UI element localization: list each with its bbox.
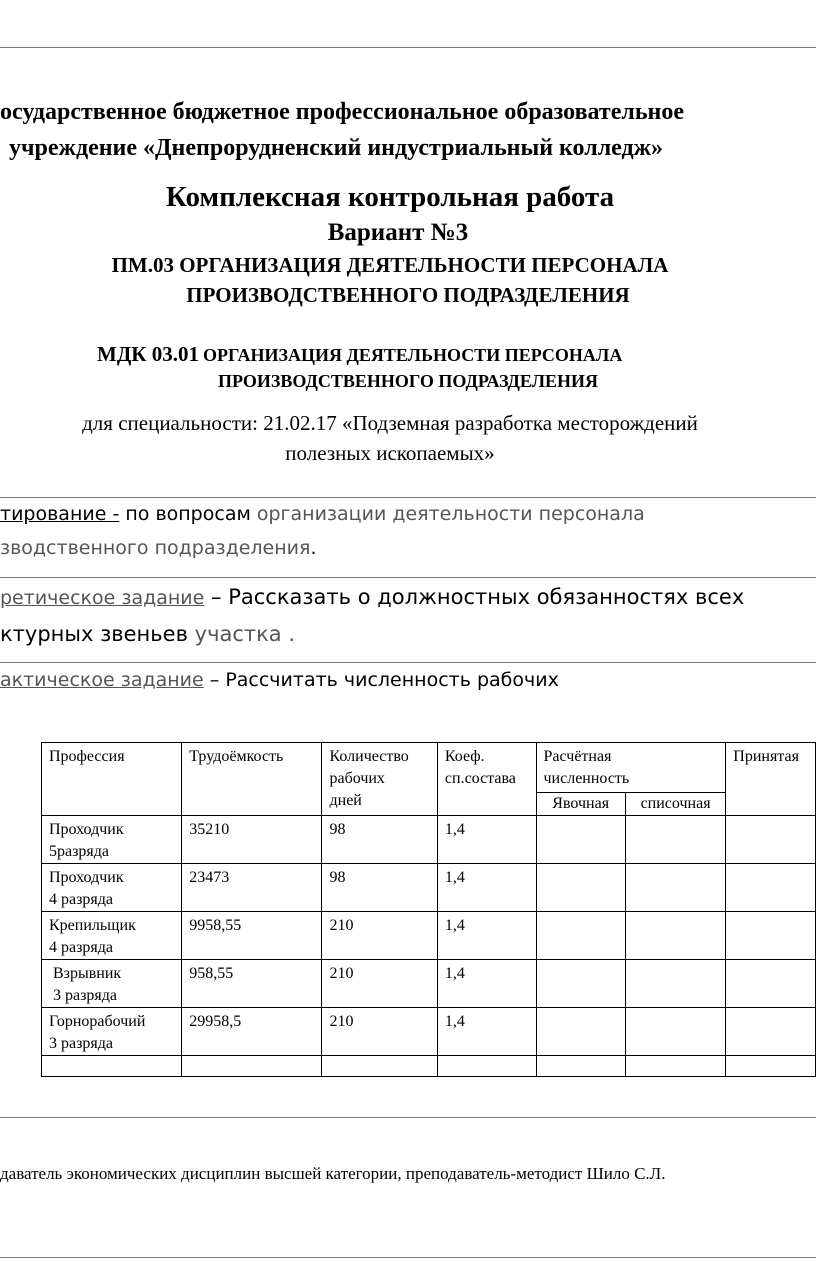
theory-task-label: ретическое задание [0, 587, 205, 609]
mdk-title-line-1 [97, 342, 622, 367]
test-task-label: тирование [0, 503, 113, 525]
divider [0, 662, 816, 663]
test-task-text-b: организации деятельности персонала [256, 503, 645, 525]
test-task-text-c: зводственного подразделения [0, 537, 311, 559]
header-attendance: Явочная [536, 793, 625, 816]
theory-task-line-1 [0, 585, 744, 609]
test-task-line-1 [0, 503, 645, 525]
table-row-empty [42, 1056, 816, 1077]
divider [0, 497, 816, 498]
work-title: Комплексная контрольная работа [165, 181, 615, 213]
test-task-dash: - [112, 503, 120, 525]
teacher-signature-line: даватель экономических дисциплин высшей категории, преподаватель-методист Шило С.Л. [0, 1164, 666, 1183]
theory-task-line-2 [0, 622, 295, 646]
table-row: Взрывник 3 разряда 958,55 210 1,4 [42, 960, 816, 1008]
header-days: Количество рабочих дней [322, 743, 437, 816]
institution-line-1: осударственное бюджетное профессиональное образовательное [0, 99, 684, 125]
header-calculated: Расчётная численность [536, 743, 726, 793]
header-payroll: списочная [625, 793, 725, 816]
theory-task-text-b: ктурных звеньев [0, 622, 195, 646]
header-accepted: Принятая [726, 743, 816, 816]
table-row: Горнорабочий 3 разряда 29958,5 210 1,4 [42, 1008, 816, 1056]
divider [0, 47, 816, 48]
workers-table [41, 742, 816, 1077]
variant-label: Вариант №3 [327, 219, 469, 246]
practice-task-line [0, 669, 559, 691]
header-coef: Коеф. сп.состава [437, 743, 536, 816]
theory-task-dash: – [204, 585, 229, 609]
mdk-code: МДК 03.01 [97, 342, 199, 366]
table-row: Проходчик 4 разряда 23473 98 1,4 [42, 864, 816, 912]
header-labor: Трудоёмкость [182, 743, 322, 816]
divider [0, 1117, 816, 1118]
test-task-text-a: по вопросам [119, 503, 257, 525]
divider [0, 577, 816, 578]
table-row: Проходчик 5разряда 35210 98 1,4 [42, 816, 816, 864]
practice-task-text: Рассчитать численность рабочих [225, 669, 559, 691]
specialty-line-2: полезных ископаемых» [285, 441, 495, 465]
test-task-period: . [310, 537, 317, 559]
practice-task-label: актическое задание [0, 669, 204, 691]
table-row: Крепильщик 4 разряда 9958,55 210 1,4 [42, 912, 816, 960]
theory-task-text: Рассказать о должностных обязанностях всех [228, 585, 745, 609]
theory-task-text-c: участка . [194, 622, 296, 646]
mdk-title-line-2: ПРОИЗВОДСТВЕННОГО ПОДРАЗДЕЛЕНИЯ [217, 371, 599, 391]
practice-task-dash: – [203, 669, 226, 691]
institution-line-2: учреждение «Днепрорудненский индустриальный колледж» [9, 135, 664, 161]
test-task-line-2 [0, 537, 316, 559]
divider [0, 1257, 816, 1258]
pm-title-line-2: ПРОИЗВОДСТВЕННОГО ПОДРАЗДЕЛЕНИЯ [186, 283, 630, 307]
header-profession: Профессия [42, 743, 182, 816]
mdk-name: ОРГАНИЗАЦИЯ ДЕЯТЕЛЬНОСТИ ПЕРСОНАЛА [203, 345, 623, 365]
specialty-line-1: для специальности: 21.02.17 «Подземная разработка месторождений [82, 411, 698, 435]
pm-title-line-1: ПМ.03 ОРГАНИЗАЦИЯ ДЕЯТЕЛЬНОСТИ ПЕРСОНАЛА [111, 253, 669, 277]
